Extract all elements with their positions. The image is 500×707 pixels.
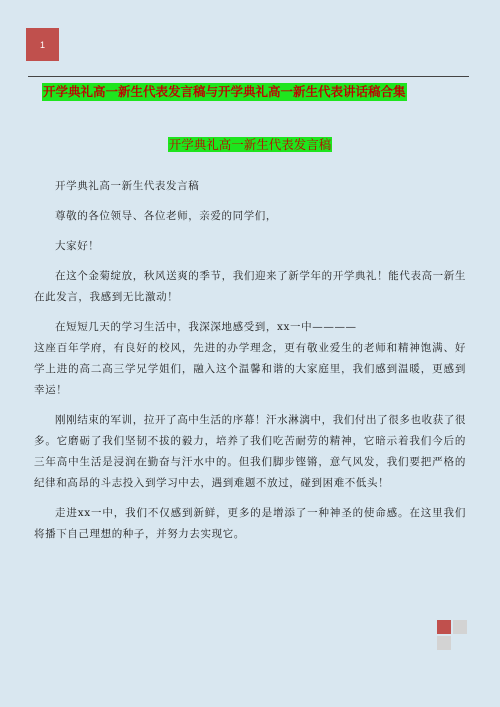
section-title-text: 开学典礼高一新生代表发言稿 xyxy=(168,137,332,152)
paragraph: 在短短几天的学习生活中，我深深地感受到，xx一中———— xyxy=(55,321,357,333)
header-rule xyxy=(28,76,469,77)
paragraph-hello: 大家好！ xyxy=(55,240,100,252)
page-number-badge xyxy=(26,28,59,61)
paragraph: 走进xx一中，我们不仅感到新鲜，更多的是增添了一种神圣的使命感。在这里我们将播下自己理想的种子，并努力去实现它。 xyxy=(34,507,466,540)
paragraph: 刚刚结束的军训，拉开了高中生活的序幕！汗水淋漓中，我们付出了很多也收获了很多。它磨砺了我们坚韧不拔的毅力，培养了我们吃苦耐劳的精神，它暗示着我们今后的三年高中生活是浸润在勤奋与汗水中的。但我们脚步铿锵，意气风发，我们要把严格的纪律和高昂的斗志投入到学习中去，遇到难题不放过，碰到困难不低头！ xyxy=(34,414,466,489)
corner-decoration-square xyxy=(437,636,451,650)
paragraph-greeting: 尊敬的各位领导、各位老师，亲爱的同学们， xyxy=(55,210,277,222)
page-number: 1 xyxy=(39,39,45,50)
document-body xyxy=(34,176,466,554)
section-title xyxy=(0,137,500,153)
paragraph-heading: 开学典礼高一新生代表发言稿 xyxy=(55,180,200,192)
document-title: 开学典礼高一新生代表发言稿与开学典礼高一新生代表讲话稿合集 xyxy=(43,84,406,99)
paragraph-continuation: 这座百年学府，有良好的校风，先进的办学理念，更有敬业爱生的老师和精神饱满、好学上进的高二高三学兄学姐们，融入这个温馨和谐的大家庭里，我们感到温暖，更感到幸运！ xyxy=(34,342,466,396)
corner-decoration-square xyxy=(437,620,451,634)
paragraph: 在这个金菊绽放，秋风送爽的季节，我们迎来了新学年的开学典礼！能代表高一新生在此发言，我感到无比激动！ xyxy=(34,270,466,303)
corner-decoration-square xyxy=(453,620,467,634)
